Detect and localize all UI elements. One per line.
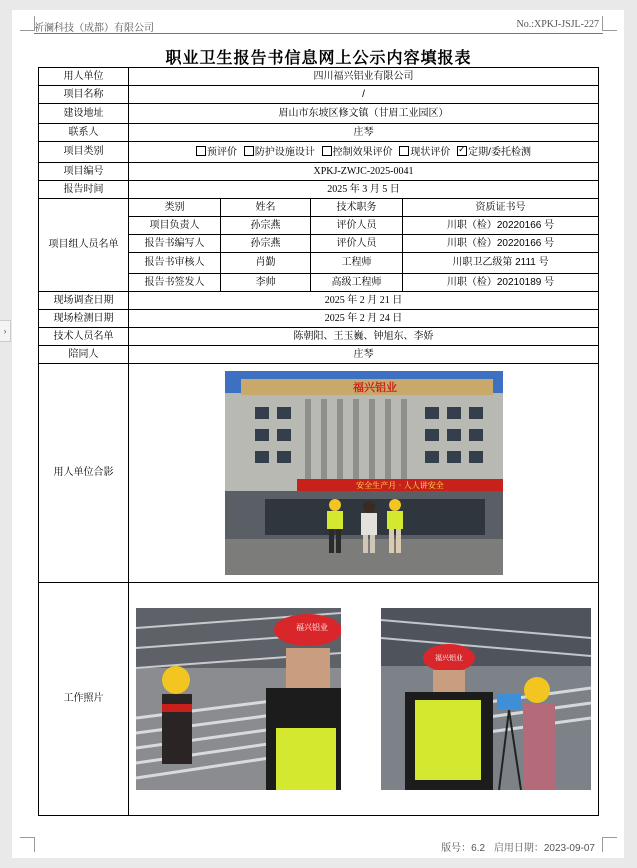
crop-mark-top-right xyxy=(602,16,617,31)
team-col-name: 姓名 xyxy=(221,199,311,217)
category-option-periodic-detection[interactable] xyxy=(457,147,531,158)
label-tech-staff: 技术人员名单 xyxy=(39,328,129,346)
row-report-date xyxy=(39,181,599,199)
team-col-cert: 资质证书号 xyxy=(403,199,599,217)
value-contact: 庄琴 xyxy=(129,124,599,142)
value-project-no: XPKJ-ZWJC-2025-0041 xyxy=(129,163,599,181)
group-photo xyxy=(225,371,503,575)
team-cert: 川职卫乙级第 2111 号 xyxy=(403,253,599,274)
category-option-protection-design[interactable] xyxy=(244,147,315,158)
header-company: 祈澜科技（成都）有限公司 xyxy=(34,23,154,34)
team-name: 孙宗燕 xyxy=(221,217,311,235)
team-name: 肖勤 xyxy=(221,253,311,274)
banner-text: 安全生产月 · 人人讲安全 xyxy=(355,481,444,490)
label-address: 建设地址 xyxy=(39,104,129,124)
label-project-no: 项目编号 xyxy=(39,163,129,181)
team-cert: 川职（检）20210189 号 xyxy=(403,274,599,292)
row-category xyxy=(39,142,599,163)
crop-mark-bottom-right xyxy=(602,837,617,852)
team-title: 工程师 xyxy=(311,253,403,274)
label-group-photo: 用人单位合影 xyxy=(39,364,129,583)
footer xyxy=(435,839,595,854)
document-title: 职业卫生报告书信息网上公示内容填报表 xyxy=(165,50,472,67)
label-report-date: 报告时间 xyxy=(39,181,129,199)
label-detect-date: 现场检测日期 xyxy=(39,310,129,328)
label-contact: 联系人 xyxy=(39,124,129,142)
row-survey-date xyxy=(39,292,599,310)
category-option-label: 预评价 xyxy=(207,146,238,158)
row-detect-date xyxy=(39,310,599,328)
value-project-name: / xyxy=(129,86,599,104)
row-work-photos xyxy=(39,583,599,816)
helmet-text-2: 福兴铝业 xyxy=(435,654,463,662)
row-employer xyxy=(39,68,599,86)
category-option-control-effect[interactable] xyxy=(322,147,393,158)
checkbox-protection-design[interactable] xyxy=(244,146,254,156)
category-option-label: 防护设施设计 xyxy=(254,146,315,158)
work-photo-1 xyxy=(136,608,341,790)
row-contact xyxy=(39,124,599,142)
crop-mark-bottom-left xyxy=(20,837,35,852)
category-option-pre-assessment[interactable] xyxy=(196,147,237,158)
value-detect-date: 2025 年 2 月 24 日 xyxy=(129,310,599,328)
header-doc-number: No.:XPKJ-JSJL-227 xyxy=(516,19,599,30)
team-name: 孙宗燕 xyxy=(221,235,311,253)
row-address xyxy=(39,104,599,124)
label-work-photos: 工作照片 xyxy=(39,583,129,816)
category-options xyxy=(129,142,599,163)
team-title: 评价人员 xyxy=(311,235,403,253)
group-photo-cell xyxy=(129,364,599,583)
value-survey-date: 2025 年 2 月 21 日 xyxy=(129,292,599,310)
value-address: 眉山市东坡区修文镇（甘眉工业园区） xyxy=(129,104,599,124)
checkbox-status-assessment[interactable] xyxy=(399,146,409,156)
building-sign-text: 福兴铝业 xyxy=(352,381,397,394)
side-panel-toggle-icon[interactable]: › xyxy=(0,320,11,342)
label-project-name: 项目名称 xyxy=(39,86,129,104)
footer-effective-date: 启用日期：2023-09-07 xyxy=(493,843,595,854)
label-category: 项目类别 xyxy=(39,142,129,163)
label-team: 项目组人员名单 xyxy=(39,199,129,292)
header-rule xyxy=(34,33,603,34)
label-employer: 用人单位 xyxy=(39,68,129,86)
row-tech-staff xyxy=(39,328,599,346)
footer-version: 版号：6.2 xyxy=(441,843,486,854)
team-title: 评价人员 xyxy=(311,217,403,235)
team-col-title: 技术职务 xyxy=(311,199,403,217)
work-photo-2 xyxy=(381,608,591,790)
team-cert: 川职（检）20220166 号 xyxy=(403,235,599,253)
team-col-role: 类别 xyxy=(129,199,221,217)
crop-mark-top-left xyxy=(20,16,35,31)
checkbox-periodic-detection[interactable] xyxy=(457,146,467,156)
category-option-label: 定期/委托检测 xyxy=(468,146,531,158)
row-project-name xyxy=(39,86,599,104)
category-option-label: 现状评价 xyxy=(410,146,451,158)
value-employer: 四川福兴铝业有限公司 xyxy=(129,68,599,86)
category-option-status-assessment[interactable] xyxy=(399,147,450,158)
team-role: 报告书编写人 xyxy=(129,235,221,253)
label-escort: 陪同人 xyxy=(39,346,129,364)
team-role: 项目负责人 xyxy=(129,217,221,235)
team-cert: 川职（检）20220166 号 xyxy=(403,217,599,235)
disclosure-form-table xyxy=(38,67,599,816)
checkbox-control-effect[interactable] xyxy=(322,146,332,156)
team-name: 李帅 xyxy=(221,274,311,292)
helmet-text-1: 福兴铝业 xyxy=(296,623,328,632)
work-photos-cell xyxy=(129,583,599,816)
value-escort: 庄琴 xyxy=(129,346,599,364)
team-title: 高级工程师 xyxy=(311,274,403,292)
team-role: 报告书签发人 xyxy=(129,274,221,292)
team-role: 报告书审核人 xyxy=(129,253,221,274)
value-report-date: 2025 年 3 月 5 日 xyxy=(129,181,599,199)
row-escort xyxy=(39,346,599,364)
label-survey-date: 现场调查日期 xyxy=(39,292,129,310)
value-tech-staff: 陈朝阳、王玉巍、钟旭东、李娇 xyxy=(129,328,599,346)
team-header-row xyxy=(39,199,599,217)
category-option-label: 控制效果评价 xyxy=(332,146,393,158)
checkbox-pre-assessment[interactable] xyxy=(196,146,206,156)
row-project-no xyxy=(39,163,599,181)
row-group-photo xyxy=(39,364,599,583)
